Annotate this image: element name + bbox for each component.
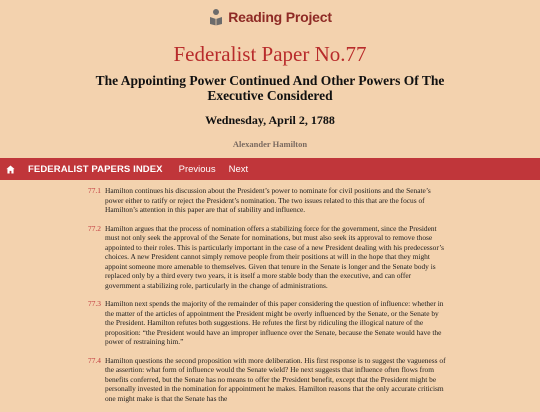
paragraph-number: 77.4 (88, 355, 101, 365)
logo-text: Reading Project (228, 9, 332, 25)
summary-paragraph (88, 186, 446, 215)
summary-content (88, 186, 446, 412)
nav-bar (0, 158, 540, 180)
home-button[interactable] (0, 158, 20, 180)
summary-paragraph (88, 299, 446, 347)
home-icon (6, 165, 15, 174)
nav-previous-link[interactable]: Previous (178, 163, 216, 175)
summary-paragraph (88, 224, 446, 291)
summary-paragraph (88, 356, 446, 404)
paragraph-number: 77.2 (88, 223, 101, 233)
nav-index-link[interactable]: FEDERALIST PAPERS INDEX (28, 163, 163, 175)
paragraph-number: 77.1 (88, 186, 101, 195)
paragraph-text: Hamilton questions the second proposition with more deliberation. His first response is to suggest the vagueness of the assertion: what form of influence would the Senate wield? He next suggests that influence often flows from benefits conferred, but the Senate has no means to offer the President benefit, except that the President might be personally invested in the nomination for appointment he makes. Hamilton reasons that the only accurate criticism one might make is that the Senate has the (105, 355, 446, 403)
nav-next-link[interactable]: Next (228, 163, 249, 175)
author-name: Alexander Hamilton (232, 139, 308, 149)
site-logo[interactable] (0, 8, 540, 26)
page-title: Federalist Paper No.77 (173, 42, 367, 66)
paragraph-text: Hamilton next spends the majority of the remainder of this paper considering the question of influence: whether in the matter of the articles of appointment the President might be overly influenced by the Senate, or the Senate by the President. Hamilton refutes both suggestions. He refutes the first by ridiculing the illogical nature of the proposition: “the President would have an improper influence over the Senate, because the Senate would have the power of restraining him.” (105, 299, 444, 346)
page-subtitle: The Appointing Power Continued And Other Powers Of The Executive Considered (95, 73, 445, 103)
logo-group[interactable] (208, 8, 332, 26)
paragraph-text: Hamilton argues that the process of nomination offers a stabilizing force for the government, since the President must not only seek the approval of the Senate for nominations, but must also seek its approval to remove those appointed to their roles. This is particularly important in the case of a new President dealing with his predecessor’s choices. A new President cannot simply remove people from their positions at will in the hope that they might appoint someone more amenable to themselves. Given that tenure in the Senate is longer and the Senate body is replaced only by a third every two years, it is itself a more stable body than the executive, and can offer government a stabilizing role, particularly in the change of administrations. (105, 223, 444, 290)
publication-date: Wednesday, April 2, 1788 (205, 113, 335, 127)
paragraph-text: Hamilton continues his discussion about the President’s power to nominate for civil positions and the Senate’s power either to ratify or reject the President’s nomination. The two issues related to this that are the focus of Hamilton’s attention in this paper are that of stability and influence. (105, 186, 431, 214)
book-reader-icon (208, 8, 224, 26)
paragraph-number: 77.3 (88, 299, 101, 308)
